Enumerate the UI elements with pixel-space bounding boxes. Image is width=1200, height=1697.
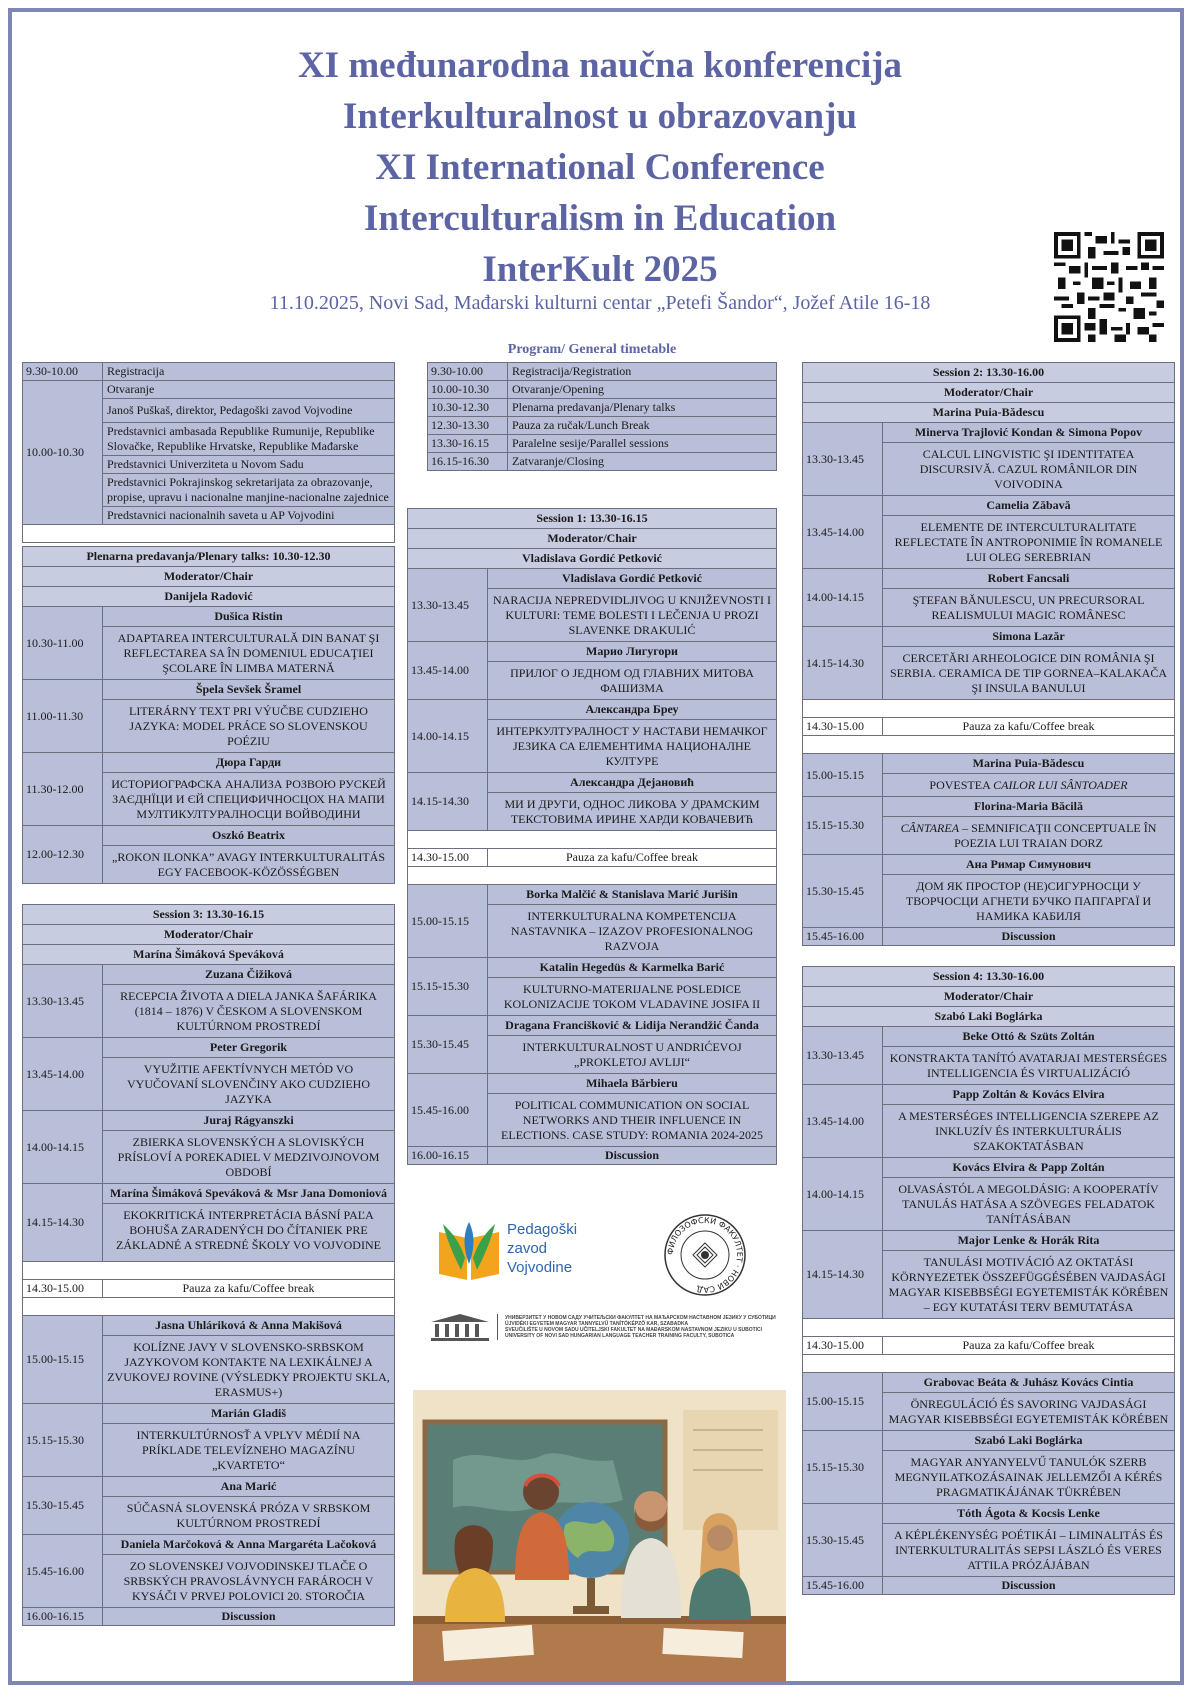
spacer	[408, 831, 776, 849]
opening-item: Predstavnici ambasada Republike Rumunije, Republike Slovačke, Republike Hrvatske, Republike Mađarske	[103, 423, 394, 456]
talk-title: RECEPCIA ŽIVOTA A DIELA JANKA ŠAFÁRIKA (1814 – 1876) V ČESKOM A SLOVENSKOM KULTÚRNOM PROSTREDÍ	[103, 985, 394, 1037]
talk-author: Minerva Trajlović Kondan & Simona Popov	[883, 423, 1174, 443]
table-row	[803, 1027, 1174, 1085]
talk-title: CERCETĂRI ARHEOLOGICE DIN ROMÂNIA ŞI SERBIA. CERAMICA DE TIP GORNEA–KALAKAČA ŞI INSULA BANULUI	[883, 647, 1174, 699]
table-row	[803, 1577, 1174, 1594]
time-cell: 14.00-14.15	[803, 569, 883, 626]
university-logo	[425, 1310, 785, 1346]
university-line: ÚJVIDÉKI EGYETEM MAGYAR TANNYELVŰ TANÍTÓKÉPZŐ KAR, SZABADKA	[505, 1321, 689, 1327]
program-item: Plenarna predavanja/Plenary talks	[508, 399, 776, 416]
table-row	[23, 363, 394, 381]
spacer	[803, 736, 1174, 754]
talk-author: Dragana Francišković & Lidija Nerandžić Čanda	[488, 1016, 776, 1036]
discussion-label: Discussion	[103, 1608, 394, 1625]
time-cell: 13.30-13.45	[803, 423, 883, 495]
time-cell: 15.15-15.30	[803, 1431, 883, 1503]
talk-author: Александра Дејановић	[488, 773, 776, 793]
registration-label: Registracija	[103, 363, 394, 380]
talk-author: Marina Puia-Bădescu	[883, 754, 1174, 774]
time-cell: 13.45-14.00	[23, 1038, 103, 1110]
table-row	[803, 1158, 1174, 1231]
spacer	[23, 1262, 394, 1280]
time-cell: 15.30-15.45	[23, 1477, 103, 1534]
time-cell: 12.30-13.30	[428, 417, 508, 434]
table-row	[803, 627, 1174, 700]
classroom-illustration	[413, 1390, 786, 1682]
talk-title: NARACIJA NEPREDVIDLJIVOG U KNJIŽEVNOSTI I KULTURI: TEME BOLESTI I LEČENJA U PROZI SLAVENKE DRAKULIĆ	[488, 589, 776, 641]
talk-title: INTERKULTURALNOST U ANDRIĆEVOJ „PROKLETOJ AVLIJI“	[488, 1036, 776, 1073]
talk-author: Špela Sevšek Šramel	[103, 680, 394, 700]
table-row	[23, 826, 394, 883]
session4-table	[802, 966, 1175, 1595]
talk-title	[883, 817, 1174, 854]
coffee-break: Pauza za kafu/Coffee break	[488, 849, 776, 866]
table-row	[408, 849, 776, 867]
moderator-name: Danijela Radović	[23, 587, 394, 607]
title-line-4: Interculturalism in Education	[363, 198, 837, 239]
talk-author: Borka Malčić & Stanislava Marić Jurišin	[488, 885, 776, 905]
time-cell: 16.00-16.15	[408, 1147, 488, 1164]
talk-author: Marína Šimáková Speváková & Msr Jana Domoniová	[103, 1184, 394, 1204]
program-item: Pauza za ručak/Lunch Break	[508, 417, 776, 434]
time-cell: 15.45-16.00	[23, 1535, 103, 1607]
opening-item: Predstavnici nacionalnih saveta u AP Vojvodini	[103, 507, 394, 524]
table-row	[803, 1231, 1174, 1319]
time-cell: 15.00-15.15	[803, 1373, 883, 1430]
program-item: Otvaranje/Opening	[508, 381, 776, 398]
session2-table	[802, 362, 1175, 946]
pzv-name-line: Vojvodine	[507, 1259, 573, 1276]
table-row	[803, 1504, 1174, 1577]
university-line: УНИВЕРЗИТЕТ У НОВОМ САДУ УЧИТЕЉСКИ ФАКУЛТЕТ НА МАЂАРСКОМ НАСТАВНОМ ЈЕЗИКУ У СУБОТИЦИ	[505, 1315, 776, 1321]
time-cell: 13.30-13.45	[803, 1027, 883, 1084]
table-row	[408, 885, 776, 958]
page-title	[0, 40, 1200, 295]
moderator-label: Moderator/Chair	[803, 383, 1174, 403]
talk-author: Szabó Laki Boglárka	[883, 1431, 1174, 1451]
talk-author: Marián Gladiš	[103, 1404, 394, 1424]
time-cell: 13.30-13.45	[408, 569, 488, 641]
university-line: SVEUČILIŠTE U NOVOM SADU UČITELJSKI FAKULTET NA MAĐARSKOM NASTAVNOM JEZIKU U SUBOTICI	[505, 1327, 763, 1333]
program-item: Zatvaranje/Closing	[508, 453, 776, 470]
time-cell: 15.00-15.15	[803, 754, 883, 796]
time-cell: 15.30-15.45	[408, 1016, 488, 1073]
talk-title: ŞTEFAN BĂNULESCU, UN PRECURSORAL REALISMULUI MAGIC ROMÂNESC	[883, 589, 1174, 626]
title-part: – SEMNIFICAŢII CONCEPTUALE ÎN POEZIA LUI TRAIAN DORZ	[954, 821, 1157, 850]
talk-author: Katalin Hegedüs & Karmelka Barić	[488, 958, 776, 978]
opening-table	[22, 362, 395, 543]
opening-item: Janoš Puškaš, direktor, Pedagoški zavod Vojvodine	[103, 399, 394, 423]
plenary-table	[22, 546, 395, 884]
time-cell: 14.00-14.15	[803, 1158, 883, 1230]
table-row	[408, 958, 776, 1016]
talk-author: Dušica Ristin	[103, 607, 394, 627]
pzv-name-line: zavod	[507, 1240, 548, 1257]
table-row	[23, 753, 394, 826]
talk-title	[883, 774, 1174, 796]
talk-title: ADAPTAREA INTERCULTURALĂ DIN BANAT ŞI REFLECTAREA SA ÎN DOMENIUL EDUCAŢIEI ŞCOLARE ÎN LIMBA MATERNĂ	[103, 627, 394, 679]
table-row	[803, 718, 1174, 736]
moderator-name: Vladislava Gordić Petković	[408, 549, 776, 569]
talk-title: МИ И ДРУГИ, ОДНОС ЛИКОВА У ДРАМСКИМ ТЕКСТОВИМА ИРИНЕ ХАРДИ КОВАЧЕВИЋ	[488, 793, 776, 830]
table-row	[23, 607, 394, 680]
talk-title: POLITICAL COMMUNICATION ON SOCIAL NETWORKS AND THEIR INFLUENCE IN ELECTIONS. CASE STUDY: ROMANIA 2024-2025	[488, 1094, 776, 1146]
table-row	[428, 417, 776, 435]
session3-table	[22, 904, 395, 1626]
session-title: Session 3: 13.30-16.15	[23, 905, 394, 925]
table-row	[23, 1184, 394, 1262]
time-cell: 9.30-10.00	[23, 363, 103, 380]
table-row	[803, 1431, 1174, 1504]
talk-title: KOLÍZNE JAVY V SLOVENSKO-SRBSKOM JAZYKOVOM KONTAKTE NA LEXIKÁLNEJ A ZVUKOVEJ ROVINE (VÝSLEDKY PROJEKTU SKLA, ERASMUS+)	[103, 1336, 394, 1403]
talk-title: TANULÁSI MOTIVÁCIÓ AZ OKTATÁSI KÖRNYEZETEK ÖSSZEFÜGGÉSÉBEN VAJDASÁGI MAGYAR KISEBBSÉGI EGYETEMISTÁK KÖRÉBEN – EGY KUTATÁSI TERV BEMUTATÁSA	[883, 1251, 1174, 1318]
talk-author: Ana Marić	[103, 1477, 394, 1497]
talk-author: Peter Gregorik	[103, 1038, 394, 1058]
talk-title: ELEMENTE DE INTERCULTURALITATE REFLECTATE ÎN ANTROPONIMIE ÎN ROMANELE LUI OLEG SEREBRIAN	[883, 516, 1174, 568]
time-cell: 9.30-10.00	[428, 363, 508, 380]
faculty-seal-icon	[660, 1210, 750, 1300]
spacer	[803, 1319, 1174, 1337]
spacer	[23, 525, 394, 542]
talk-title: SÚČASNÁ SLOVENSKÁ PRÓZA V SRBSKOM KULTÚRNOM PROSTREDÍ	[103, 1497, 394, 1534]
talk-author: Daniela Marčoková & Anna Margaréta Lačoková	[103, 1535, 394, 1555]
opening-item: Otvaranje	[103, 381, 394, 399]
qr-code-icon[interactable]	[1054, 232, 1164, 342]
talk-author: Vladislava Gordić Petković	[488, 569, 776, 589]
talk-title: A KÉPLÉKENYSÉG POÉTIKÁI – LIMINALITÁS ÉS INTERKULTURALITÁS SEPSI LÁSZLÓ ÉS VERES ATTILA PRÓZÁJÁBAN	[883, 1524, 1174, 1576]
talk-author: Robert Fancsali	[883, 569, 1174, 589]
time-cell: 15.00-15.15	[23, 1316, 103, 1403]
time-cell: 14.15-14.30	[803, 627, 883, 699]
moderator-name: Marína Šimáková Speváková	[23, 945, 394, 965]
time-cell: 11.30-12.00	[23, 753, 103, 825]
table-row	[803, 496, 1174, 569]
talk-title: ИНТЕРКУЛТУРАЛНОСТ У НАСТАВИ НЕМАЧКОГ ЈЕЗИКА СА ЕЛЕМЕНТИМА НАЦИОНАЛНЕ КУЛТУРЕ	[488, 720, 776, 772]
spacer	[408, 867, 776, 885]
table-row	[23, 680, 394, 753]
moderator-name: Szabó Laki Boglárka	[803, 1007, 1174, 1027]
table-row	[23, 381, 394, 525]
coffee-break: Pauza za kafu/Coffee break	[103, 1280, 394, 1297]
table-row	[803, 754, 1174, 797]
building-icon	[429, 1312, 491, 1342]
talk-author: Camelia Zăbavă	[883, 496, 1174, 516]
time-cell: 12.00-12.30	[23, 826, 103, 883]
table-row	[408, 642, 776, 700]
opening-item: Predstavnici Pokrajinskog sekretarijata za obrazovanje, propise, upravu i nacionalne manjine-nacionalne zajednice	[103, 474, 394, 507]
time-cell: 15.15-15.30	[23, 1404, 103, 1476]
talk-title: EKOKRITICKÁ INTERPRETÁCIA BÁSNÍ PAĽA BOHUŠA ZARADENÝCH DO ČÍTANIEK PRE ZÁKLADNÉ A STREDNÉ ŠKOLY VO VOJVODINE	[103, 1204, 394, 1261]
table-row	[803, 423, 1174, 496]
table-row	[23, 1316, 394, 1404]
session1-table	[407, 508, 777, 1165]
table-row	[408, 700, 776, 773]
title-part: ДОМ ЯК ПРОСТОР (НЕ)СИГУРНОСЦИ У ТВОРЧОСЦИ АГНЕТИ БУЧКО ПАПГАРГАЇ И НАМИКА КАБИЛЯ	[905, 879, 1152, 923]
talk-author: Simona Lazăr	[883, 627, 1174, 647]
coffee-break: Pauza za kafu/Coffee break	[883, 1337, 1174, 1354]
table-row	[23, 1535, 394, 1608]
title-line-1: XI međunarodna naučna konferencija	[297, 45, 903, 86]
table-row	[803, 1085, 1174, 1158]
spacer	[803, 1355, 1174, 1373]
session-title: Session 4: 13.30-16.00	[803, 967, 1174, 987]
discussion-label: Discussion	[883, 928, 1174, 945]
talk-title: ПРИЛОГ О ЈЕДНОМ ОД ГЛАВНИХ МИТОВА ФАШИЗМА	[488, 662, 776, 699]
table-row	[428, 363, 776, 381]
university-line: UNIVERSITY OF NOVI SAD HUNGARIAN LANGUAGE TEACHER TRAINING FACULTY, SUBOTICA	[505, 1333, 735, 1339]
time-cell: 15.15-15.30	[408, 958, 488, 1015]
table-row	[23, 965, 394, 1038]
moderator-label: Moderator/Chair	[803, 987, 1174, 1007]
time-cell: 14.30-15.00	[23, 1280, 103, 1297]
time-cell: 15.30-15.45	[803, 855, 883, 927]
time-cell: 14.30-15.00	[408, 849, 488, 866]
talk-author: Tóth Ágota & Kocsis Lenke	[883, 1504, 1174, 1524]
time-cell: 14.15-14.30	[408, 773, 488, 830]
session-title: Session 2: 13.30-16.00	[803, 363, 1174, 383]
program-table	[427, 362, 777, 471]
book-icon	[435, 1218, 503, 1282]
time-cell: 14.15-14.30	[803, 1231, 883, 1318]
table-row	[408, 1016, 776, 1074]
table-row	[803, 928, 1174, 945]
time-cell: 10.30-11.00	[23, 607, 103, 679]
title-italic: CÂNTAREA	[900, 821, 960, 835]
table-row	[428, 435, 776, 453]
time-cell: 14.15-14.30	[23, 1184, 103, 1261]
talk-author: Kovács Elvira & Papp Zoltán	[883, 1158, 1174, 1178]
table-row	[408, 1074, 776, 1147]
talk-title: VYUŽITIE AFEKTÍVNYCH METÓD VO VYUČOVANÍ SLOVENČINY AKO CUDZIEHO JAZYKA	[103, 1058, 394, 1110]
plenary-title: Plenarna predavanja/Plenary talks: 10.30-12.30	[23, 547, 394, 567]
pzv-logo	[435, 1218, 615, 1288]
table-row	[803, 797, 1174, 855]
time-cell: 13.45-14.00	[803, 1085, 883, 1157]
talk-author: Ана Римар Симунович	[883, 855, 1174, 875]
table-row	[803, 855, 1174, 928]
talk-title: ZO SLOVENSKEJ VOJVODINSKEJ TLAČE O SRBSKÝCH PRAVOSLÁVNYCH FARÁROCH V KYSÁČI V PRVEJ POLOVICI 20. STOROČIA	[103, 1555, 394, 1607]
talk-author: Александра Бреу	[488, 700, 776, 720]
talk-author: Papp Zoltán & Kovács Elvira	[883, 1085, 1174, 1105]
table-row	[23, 1477, 394, 1535]
session-title: Session 1: 13.30-16.15	[408, 509, 776, 529]
talk-title: OLVASÁSTÓL A MEGOLDÁSIG: A KOOPERATÍV TANULÁS HATÁSA A SZÖVEGES FELADATOK TANÍTÁSÁBAN	[883, 1178, 1174, 1230]
event-date-location: 11.10.2025, Novi Sad, Mađarski kulturni centar „Petefi Šandor“, Jožef Atile 16-18	[269, 292, 931, 314]
opening-item: Predstavnici Univerziteta u Novom Sadu	[103, 456, 394, 474]
table-row	[408, 773, 776, 831]
time-cell: 15.45-16.00	[803, 1577, 883, 1594]
time-cell: 10.00-10.30	[23, 381, 103, 524]
time-cell: 15.15-15.30	[803, 797, 883, 854]
time-cell: 16.00-16.15	[23, 1608, 103, 1625]
time-cell: 13.45-14.00	[408, 642, 488, 699]
table-row	[23, 1280, 394, 1298]
talk-title: ZBIERKA SLOVENSKÝCH A SLOVISKÝCH PRÍSLOVÍ A POREKADIEL V MEDZIVOJNOVOM OBDOBÍ	[103, 1131, 394, 1183]
talk-title: ÖNREGULÁCIÓ ÉS SAVORING VAJDASÁGI MAGYAR KISEBBSÉGI EGYETEMISTÁK KÖRÉBEN	[883, 1393, 1174, 1430]
table-row	[803, 1373, 1174, 1431]
talk-title: MAGYAR ANYANYELVŰ TANULÓK SZERB MEGNYILATKOZÁSAINAK JELLEMZŐI A KÉRÉS PRAGMATIKÁJÁNAK TÜKRÉBEN	[883, 1451, 1174, 1503]
table-row	[23, 1404, 394, 1477]
program-item: Registracija/Registration	[508, 363, 776, 380]
talk-title: KULTURNO-MATERIJALNE POSLEDICE KOLONIZACIJE TOKOM VLADAVINE JOSIFA II	[488, 978, 776, 1015]
talk-title: INTERKULTÚRNOSŤ A VPLYV MÉDIÍ NA PRÍKLADE TELEVÍZNEHO MAGAZÍNU „KVARTETO“	[103, 1424, 394, 1476]
talk-title	[883, 875, 1174, 927]
talk-author: Florina-Maria Băcilă	[883, 797, 1174, 817]
moderator-name: Marina Puia-Bădescu	[803, 403, 1174, 423]
table-row	[23, 1608, 394, 1625]
title-line-3: XI International Conference	[375, 147, 825, 188]
title-line-2: Interkulturalnost u obrazovanju	[343, 96, 857, 137]
time-cell: 10.00-10.30	[428, 381, 508, 398]
title-part: POVESTEA	[929, 778, 994, 792]
talk-title: ИСТОРИОГРАФСКА АНАЛИЗА РОЗВОЮ РУСКЕЙ ЗАЄДНЇЦИ И ЄЙ СПЕЦИФИЧНОСЦОХ НА МАПИ МУЛТИКУЛТУРАЛНОСЦИ ВОЙВОДИНИ	[103, 773, 394, 825]
time-cell: 16.15-16.30	[428, 453, 508, 470]
talk-title: CALCUL LINGVISTIC ŞI IDENTITATEA DISCURSIVĂ. CAZUL ROMÂNILOR DIN VOIVODINA	[883, 443, 1174, 495]
time-cell: 14.00-14.15	[408, 700, 488, 772]
time-cell: 11.00-11.30	[23, 680, 103, 752]
table-row	[23, 1111, 394, 1184]
table-row	[428, 381, 776, 399]
table-row	[803, 569, 1174, 627]
table-row	[23, 1038, 394, 1111]
time-cell: 14.30-15.00	[803, 718, 883, 735]
program-item: Paralelne sesije/Parallel sessions	[508, 435, 776, 452]
time-cell: 13.30-13.45	[23, 965, 103, 1037]
spacer	[23, 1298, 394, 1316]
talk-author: Major Lenke & Horák Rita	[883, 1231, 1174, 1251]
talk-title: LITERÁRNY TEXT PRI VÝUČBE CUDZIEHO JAZYKA: MODEL PRÁCE SO SLOVENSKOU POÉZIU	[103, 700, 394, 752]
table-row	[408, 1147, 776, 1164]
talk-author: Mihaela Bărbieru	[488, 1074, 776, 1094]
table-row	[803, 1337, 1174, 1355]
time-cell: 14.30-15.00	[803, 1337, 883, 1354]
time-cell: 14.00-14.15	[23, 1111, 103, 1183]
moderator-label: Moderator/Chair	[23, 925, 394, 945]
talk-title: „ROKON ILONKA” AVAGY INTERKULTURALITÁS EGY FACEBOOK-KÖZÖSSÉGBEN	[103, 846, 394, 883]
time-cell: 13.30-16.15	[428, 435, 508, 452]
program-title: Program/ General timetable	[507, 342, 677, 357]
time-cell: 15.45-16.00	[408, 1074, 488, 1146]
table-row	[428, 453, 776, 470]
talk-author: Дюра Гарди	[103, 753, 394, 773]
talk-title: KONSTRAKTA TANÍTÓ AVATARJAI MESTERSÉGES INTELLIGENCIA ÉS VIRTUALIZÁCIÓ	[883, 1047, 1174, 1084]
talk-title: A MESTERSÉGES INTELLIGENCIA SZEREPE AZ INKLUZÍV ÉS INTERKULTURÁLIS SZAKOKTATÁSBAN	[883, 1105, 1174, 1157]
title-italic: CAILOR LUI SÂNTOADER	[993, 778, 1128, 792]
time-cell: 15.00-15.15	[408, 885, 488, 957]
talk-author: Jasna Uhláriková & Anna Makišová	[103, 1316, 394, 1336]
table-row	[408, 569, 776, 642]
time-cell: 10.30-12.30	[428, 399, 508, 416]
spacer	[803, 700, 1174, 718]
discussion-label: Discussion	[488, 1147, 776, 1164]
faculty-ring-text: ФИЛОЗОФСКИ ФАКУЛТЕТ · НОВИ САД	[665, 1215, 745, 1295]
moderator-label: Moderator/Chair	[23, 567, 394, 587]
time-cell: 15.30-15.45	[803, 1504, 883, 1576]
time-cell: 13.45-14.00	[803, 496, 883, 568]
talk-author: Juraj Rágyanszki	[103, 1111, 394, 1131]
talk-author: Grabovac Beáta & Juhász Kovács Cintia	[883, 1373, 1174, 1393]
time-cell: 15.45-16.00	[803, 928, 883, 945]
moderator-label: Moderator/Chair	[408, 529, 776, 549]
coffee-break: Pauza za kafu/Coffee break	[883, 718, 1174, 735]
talk-author: Oszkó Beatrix	[103, 826, 394, 846]
title-line-5: InterKult 2025	[482, 249, 718, 290]
pzv-name-line: Pedagoški	[507, 1221, 578, 1238]
discussion-label: Discussion	[883, 1577, 1174, 1594]
talk-title: INTERKULTURALNA KOMPETENCIJA NASTAVNIKA – IZAZOV PROFESIONALNOG RAZVOJA	[488, 905, 776, 957]
talk-author: Марио Лигугори	[488, 642, 776, 662]
table-row	[428, 399, 776, 417]
talk-author: Zuzana Čižiková	[103, 965, 394, 985]
talk-author: Beke Ottó & Szüts Zoltán	[883, 1027, 1174, 1047]
